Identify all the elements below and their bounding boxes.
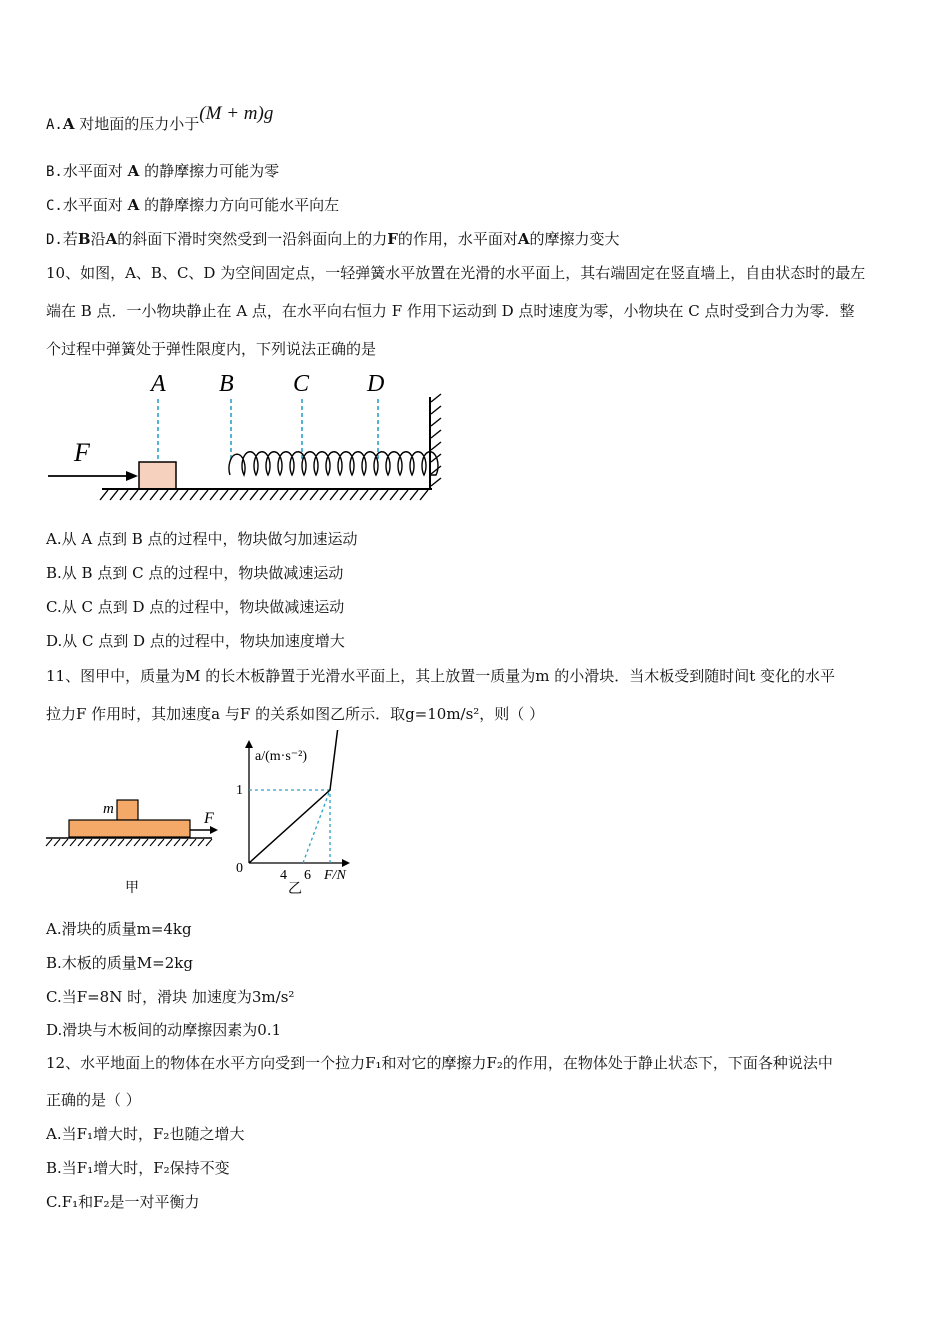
q10-option-b: B.从 B 点到 C 点的过程中，物块做减速运动 [46, 564, 344, 582]
force-label: F [74, 438, 90, 467]
q9-option-c [46, 195, 339, 216]
option-text: 沿 [90, 230, 106, 248]
formula: (M + m)g [199, 103, 274, 124]
q11-option-a: A.滑块的质量m=4kg [46, 920, 192, 938]
option-text: 的斜面下滑时突然受到一沿斜面向上的力 [117, 230, 388, 248]
option-text: 水平面对 [62, 162, 123, 180]
x-tick-0: 0 [236, 861, 243, 876]
bold-label: A [517, 230, 530, 248]
wall-hatch [431, 394, 441, 486]
q12-option-c: C.F₁和F₂是一对平衡力 [46, 1193, 200, 1211]
q10-option-c: C.从 C 点到 D 点的过程中，物块做减速运动 [46, 598, 345, 616]
point-a-label: A [151, 371, 166, 397]
bold-label: B [77, 230, 91, 248]
force-arrowhead [126, 471, 138, 481]
q11-option-b: B.木板的质量M=2kg [46, 954, 193, 972]
board-ground-hatch [46, 839, 212, 846]
q9-option-b [46, 161, 279, 182]
q12-option-a: A.当F₁增大时，F₂也随之增大 [46, 1125, 245, 1143]
q11-stem-line2: 拉力F 作用时，其加速度a 与F 的关系如图乙所示．取g=10m/s²，则（ ） [46, 705, 545, 723]
figure-jia-label: 甲 [125, 881, 139, 896]
ground-hatch [100, 490, 428, 500]
q12-option-b: B.当F₁增大时，F₂保持不变 [46, 1159, 230, 1177]
option-text: 的摩擦力变大 [529, 230, 620, 248]
q10-option-a: A.从 A 点到 B 点的过程中，物块做匀加速运动 [46, 530, 358, 548]
x-axis-arrow [342, 859, 350, 867]
q10-option-d: D.从 C 点到 D 点的过程中，物块加速度增大 [46, 632, 345, 650]
x-tick-4: 4 [280, 868, 287, 883]
x-tick-6: 6 [304, 868, 311, 883]
dashed-guide-0 [303, 790, 330, 863]
board-force-arrowhead [210, 826, 218, 834]
option-prefix: D. [46, 232, 63, 248]
option-text: 的静摩擦力方向可能水平向左 [144, 196, 340, 214]
q9-option-a [46, 103, 274, 135]
board-force-label: F [204, 810, 214, 827]
q12-stem-line2: 正确的是（ ） [46, 1091, 141, 1109]
q10-stem-line1: 10、如图，A、B、C、D 为空间固定点，一轻弹簧水平放置在光滑的水平面上，其右端固定在竖直墙上，自由状态时的最左 [46, 264, 866, 282]
figure-yi-label: 乙 [288, 882, 302, 897]
spring [229, 452, 438, 475]
bold-label: A [105, 230, 118, 248]
spring-diagram [40, 364, 460, 509]
long-board [69, 820, 190, 837]
q11-option-c: C.当F=8N 时，滑块 加速度为3m/s² [46, 988, 295, 1006]
option-text: 水平面对 [62, 196, 123, 214]
option-prefix: A. [46, 117, 63, 133]
acceleration-chart [228, 730, 368, 900]
board-diagram [40, 790, 230, 900]
y-tick-1: 1 [236, 783, 243, 798]
q11-option-d: D.滑块与木板间的动摩擦因素为0.1 [46, 1021, 282, 1039]
bold-label: A [127, 162, 140, 180]
bold-label: F [387, 230, 398, 248]
x-axis-label: F/N [324, 868, 346, 883]
q10-stem-line3: 个过程中弹簧处于弹性限度内，下列说法正确的是 [46, 340, 377, 358]
y-axis-label: a/(m·s⁻²) [255, 749, 308, 764]
bold-label: A [127, 196, 140, 214]
q11-stem-line1: 11、图甲中，质量为M 的长木板静置于光滑水平面上，其上放置一质量为m 的小滑块．当木板受到随时间t 变化的水平 [46, 667, 836, 685]
q12-stem-line1: 12、水平地面上的物体在水平方向受到一个拉力F₁和对它的摩擦力F₂的作用，在物体处于静止状态下，下面各种说法中 [46, 1054, 833, 1072]
option-text: 的静摩擦力可能为零 [144, 162, 280, 180]
bold-label: A [62, 115, 75, 133]
block-m-label: m [103, 801, 114, 817]
point-c-label: C [293, 371, 310, 397]
option-prefix: C. [46, 198, 63, 214]
option-text: 的作用，水平面对 [397, 230, 518, 248]
option-prefix: B. [46, 164, 63, 180]
option-text: 对地面的压力小于 [79, 115, 200, 133]
block [139, 462, 176, 489]
option-text: 若 [62, 230, 78, 248]
point-d-label: D [367, 371, 385, 397]
q9-option-d [46, 229, 620, 250]
q10-stem-line2: 端在 B 点．一小物块静止在 A 点，在水平向右恒力 F 作用下运动到 D 点时速度为零，小物块在 C 点时受到合力为零．整 [46, 302, 855, 320]
y-axis-arrow [245, 740, 253, 748]
point-b-label: B [219, 371, 234, 397]
small-block [117, 800, 138, 820]
